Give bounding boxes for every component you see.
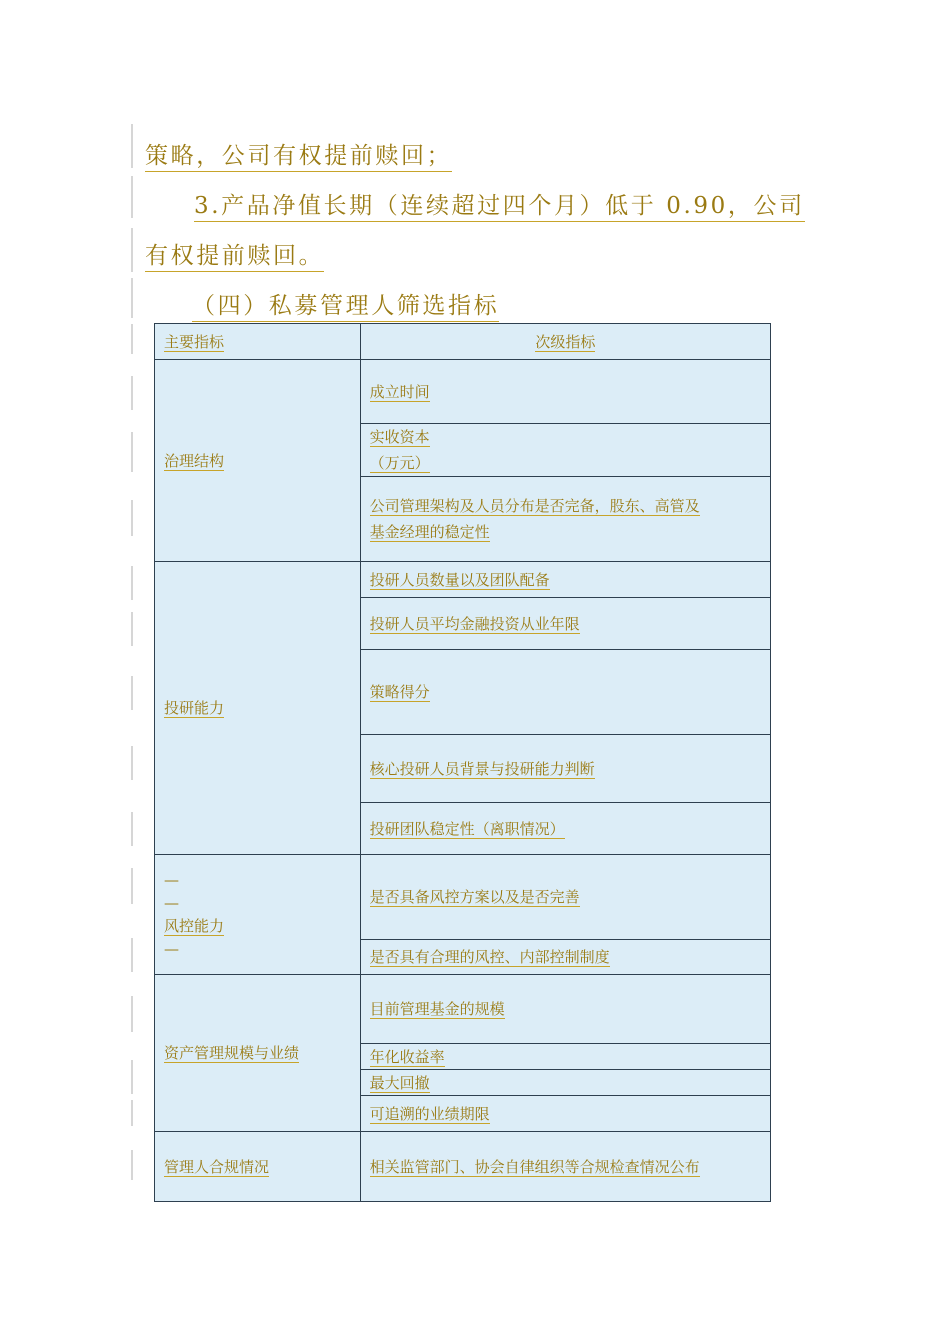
sub-indicator-cell (360, 598, 770, 650)
text-run: 3.产品净值长期（连续超过四个月）低于 0.90，公司 (194, 193, 805, 222)
sub-indicator: （万元） (369, 454, 430, 472)
main-indicator: 治理结构 (164, 451, 225, 470)
sub-indicator: 是否具备风控方案以及是否完善 (369, 888, 580, 906)
sub-indicator: 投研人员数量以及团队配备 (369, 570, 550, 589)
margin-bar (131, 228, 133, 272)
paragraph-line (194, 187, 805, 220)
sub-indicator-cell (360, 477, 770, 562)
table-row (155, 1132, 771, 1202)
sub-indicator: 投研团队稳定性（离职情况） (369, 819, 565, 838)
sub-indicator: 成立时间 (369, 382, 430, 401)
sub-indicator-cell (360, 975, 770, 1044)
sub-indicator: 实收资本 (369, 428, 430, 446)
margin-bar (131, 500, 133, 536)
margin-bar (131, 124, 133, 168)
main-indicator-cell (155, 1132, 361, 1202)
header-main (155, 324, 361, 360)
margin-bar (131, 278, 133, 318)
text-run: 策略，公司有权提前赎回； (145, 143, 452, 172)
heading-text: （四）私募管理人筛选指标 (192, 293, 499, 322)
table-row (155, 562, 771, 598)
header-sub (360, 324, 770, 360)
margin-bar (131, 868, 133, 904)
dash-mark: — (164, 893, 179, 912)
sub-indicator: 年化收益率 (369, 1047, 445, 1066)
margin-bar (131, 376, 133, 410)
sub-indicator: 相关监管部门、协会自律组织等合规检查情况公布 (369, 1157, 700, 1176)
margin-bar (131, 746, 133, 780)
sub-indicator-cell (360, 650, 770, 735)
margin-bar (131, 996, 133, 1032)
sub-indicator-cell (360, 855, 770, 940)
margin-bar (131, 612, 133, 646)
table-header-row (155, 324, 771, 360)
paragraph-line (145, 237, 324, 270)
sub-indicator-cell (360, 940, 770, 975)
margin-bar (131, 432, 133, 472)
header-sub-text: 次级指标 (535, 332, 596, 351)
sub-indicator-cell (360, 1044, 770, 1070)
dash-mark: — (164, 939, 179, 958)
table-row (155, 360, 771, 424)
main-indicator: 风控能力 (164, 916, 225, 935)
sub-indicator-cell (360, 424, 770, 477)
sub-indicator: 最大回撤 (369, 1073, 430, 1092)
sub-indicator-cell (360, 1096, 770, 1132)
main-indicator: 投研能力 (164, 699, 225, 717)
margin-bar (131, 812, 133, 846)
margin-bar (131, 1060, 133, 1094)
margin-bar (131, 938, 133, 972)
margin-bar (131, 1100, 133, 1126)
sub-indicator-cell (360, 803, 770, 855)
dash-mark: — (164, 870, 179, 889)
sub-indicator-cell (360, 1132, 770, 1202)
table-row (155, 855, 771, 940)
sub-indicator: 核心投研人员背景与投研能力判断 (369, 759, 595, 778)
sub-indicator: 公司管理架构及人员分布是否完备，股东、高管及 (369, 497, 700, 515)
sub-indicator: 目前管理基金的规模 (369, 1000, 505, 1018)
text-run: 有权提前赎回。 (145, 243, 324, 272)
table-row (155, 975, 771, 1044)
header-main-text: 主要指标 (164, 332, 225, 351)
sub-indicator: 是否具有合理的风控、内部控制制度 (369, 948, 610, 966)
sub-indicator: 策略得分 (369, 683, 430, 701)
margin-bar (131, 566, 133, 600)
main-indicator-cell (155, 975, 361, 1132)
sub-indicator: 可追溯的业绩期限 (369, 1104, 490, 1123)
main-indicator-cell (155, 562, 361, 855)
sub-indicator-cell (360, 360, 770, 424)
sub-indicator: 基金经理的稳定性 (369, 523, 490, 541)
main-indicator: 管理人合规情况 (164, 1157, 270, 1176)
sub-indicator: 投研人员平均金融投资从业年限 (369, 614, 580, 633)
margin-bar (131, 176, 133, 218)
margin-bar (131, 1150, 133, 1180)
section-heading (192, 287, 499, 320)
sub-indicator-cell (360, 735, 770, 803)
main-indicator: 资产管理规模与业绩 (164, 1044, 300, 1062)
paragraph-line (145, 137, 452, 170)
sub-indicator-cell (360, 1070, 770, 1096)
margin-bar (131, 676, 133, 710)
sub-indicator-cell (360, 562, 770, 598)
main-indicator-cell (155, 855, 361, 975)
indicator-table (154, 323, 771, 1202)
margin-bar (131, 324, 133, 354)
main-indicator-cell (155, 360, 361, 562)
